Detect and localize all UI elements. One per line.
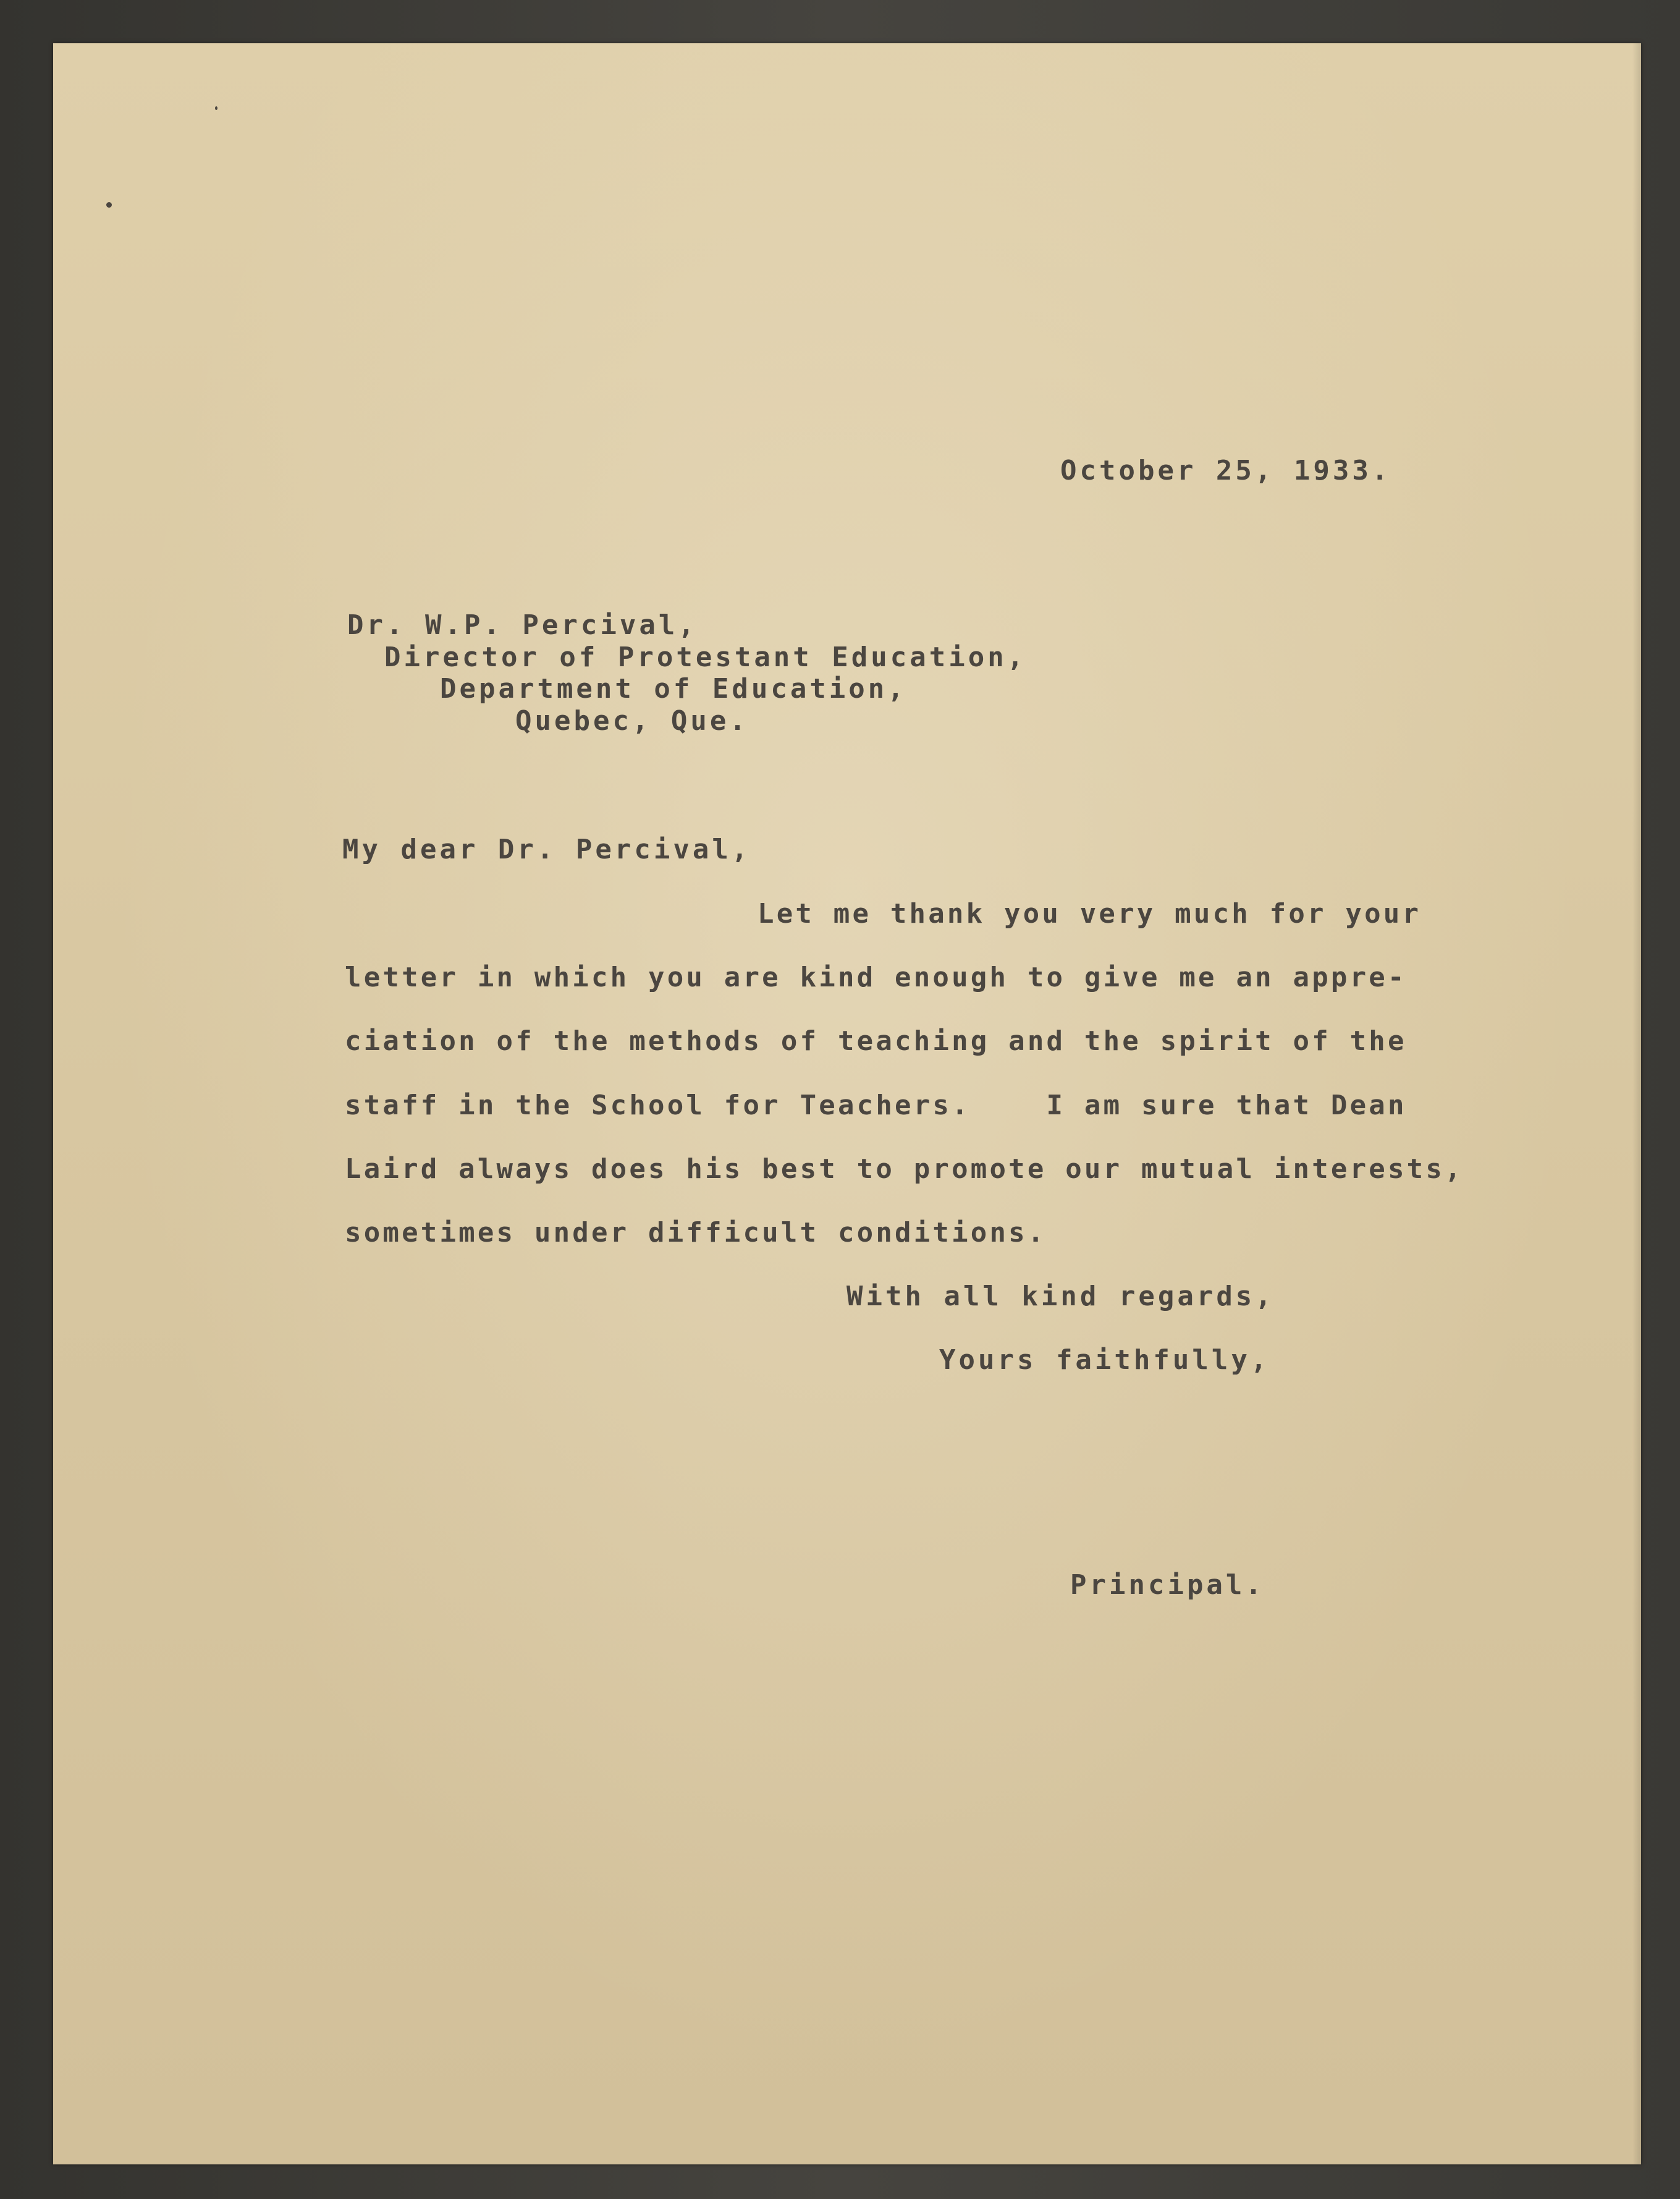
stray-mark [106,202,112,208]
closing-regards: With all kind regards, [846,1281,1275,1312]
salutation: My dear Dr. Percival, [342,834,751,865]
body-line: staff in the School for Teachers. I am sure that Dean [345,1090,1407,1121]
body-line: sometimes under difficult conditions. [345,1217,1047,1248]
closing-sign-off: Yours faithfully, [939,1344,1270,1376]
body-line: letter in which you are kind enough to give me an appre- [345,962,1407,993]
stray-mark [215,106,217,110]
recipient-name: Dr. W.P. Percival, [347,609,698,641]
body-line: Laird always does his best to promote our mutual interests, [345,1153,1464,1185]
body-line: Let me thank you very much for your [758,898,1422,930]
letter-date: October 25, 1933. [1060,455,1391,486]
recipient-city: Quebec, Que. [515,705,749,737]
recipient-department: Department of Education, [440,673,907,705]
signature-title: Principal. [1070,1569,1265,1601]
letter-page [53,43,1641,2164]
recipient-title: Director of Protestant Education, [384,642,1027,673]
body-line: ciation of the methods of teaching and the spirit of the [345,1025,1407,1057]
